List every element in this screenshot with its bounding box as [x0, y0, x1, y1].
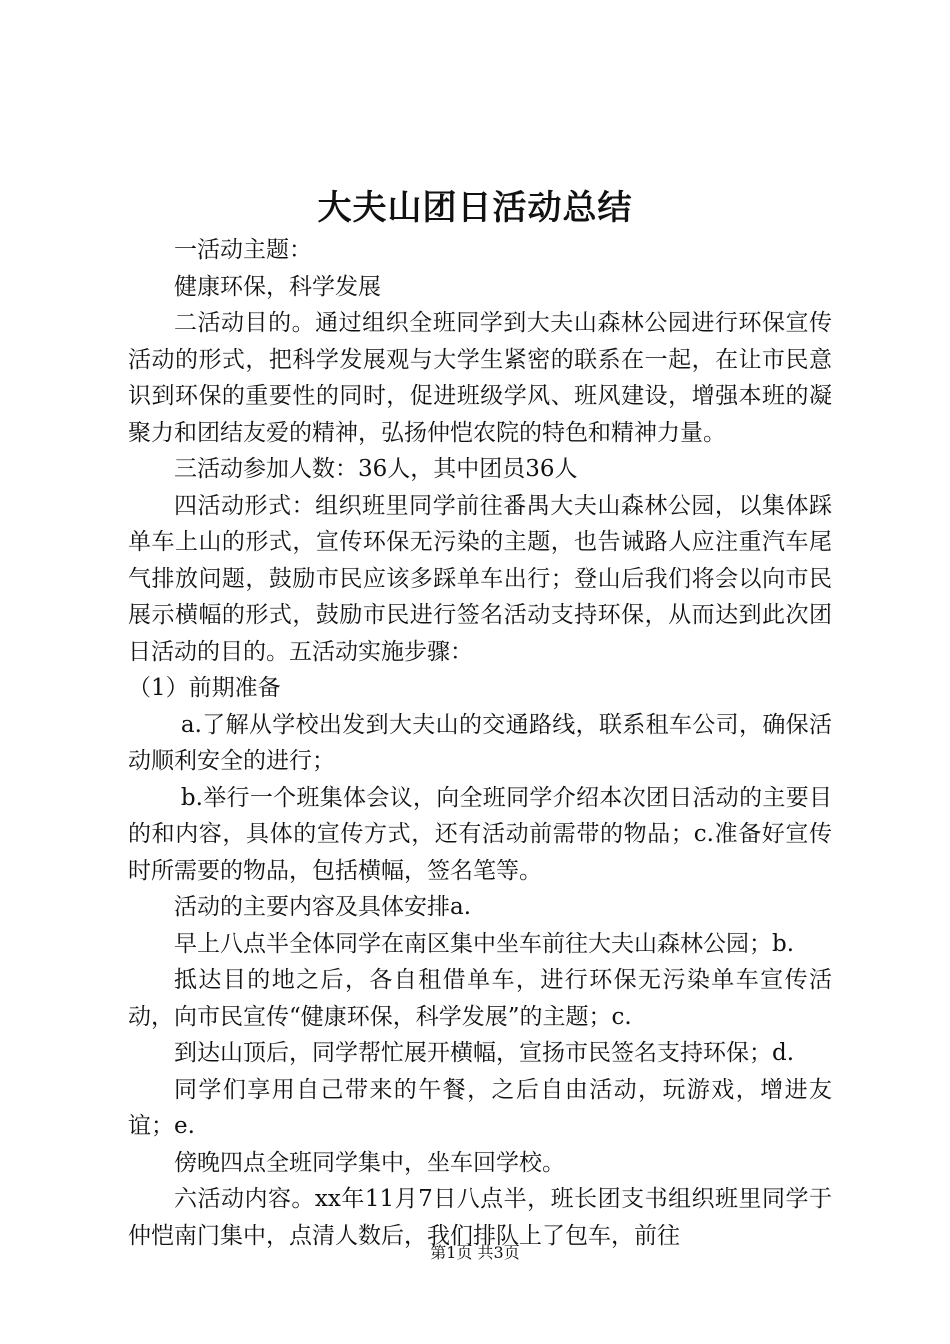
document-title: 大夫山团日活动总结	[317, 188, 633, 228]
document-body	[128, 232, 832, 1254]
paragraph-schedule-b: 抵达目的地之后，各自租借单车，进行环保无污染单车宣传活动，向市民宣传“健康环保，科学发展”的主题；c.	[128, 967, 832, 1030]
paragraph-schedule-c: 到达山顶后，同学帮忙展开横幅，宣扬市民签名支持环保；d.	[174, 1040, 795, 1066]
paragraph-step-b: b.举行一个班集体会议，向全班同学介绍本次团日活动的主要目的和内容，具体的宣传方式，还有活动前需带的物品；c.准备好宣传时所需要的物品，包括横幅，签名笔等。	[128, 784, 832, 884]
paragraph-theme: 健康环保，科学发展	[174, 273, 381, 300]
paragraph-schedule-e: 傍晚四点全班同学集中，坐车回学校。	[174, 1149, 565, 1176]
paragraph-schedule-d: 同学们享用自己带来的午餐，之后自由活动，玩游戏，增进友谊；e.	[128, 1076, 832, 1139]
paragraph-activity-content: 六活动内容。xx年11月7日八点半，班长团支书组织班里同学于仲恺南门集中，点清人数后，我们排队上了包车，前往	[128, 1186, 832, 1249]
paragraph-theme-heading: 一活动主题：	[174, 237, 312, 263]
paragraph-purpose: 二活动目的。通过组织全班同学到大夫山森林公园进行环保宣传活动的形式，把科学发展观与大学生紧密的联系在一起，在让市民意识到环保的重要性的同时，促进班级学风、班风建设，增强本班的凝聚力和团结友爱的精神，弘扬仲恺农院的特色和精神力量。	[128, 310, 832, 446]
paragraph-preparation-heading: （1）前期准备	[128, 675, 281, 701]
paragraph-participants: 三活动参加人数：36人，其中团员36人	[174, 456, 578, 482]
page-number: 第1页 共3页	[430, 1243, 520, 1262]
paragraph-schedule-a: 早上八点半全体同学在南区集中坐车前往大夫山森林公园；b.	[174, 930, 795, 957]
paragraph-step-a: a.了解从学校出发到大夫山的交通路线，联系租车公司，确保活动顺利安全的进行；	[128, 711, 832, 774]
paragraph-format: 四活动形式：组织班里同学前往番禺大夫山森林公园，以集体踩单车上山的形式，宣传环保无污染的主题，也告诫路人应注重汽车尾气排放问题，鼓励市民应该多踩单车出行；登山后我们将会以向市民展示横幅的形式，鼓励市民进行签名活动支持环保，从而达到此次团日活动的目的。五活动实施步骤：	[128, 492, 832, 665]
paragraph-schedule-heading: 活动的主要内容及具体安排a.	[174, 894, 472, 920]
